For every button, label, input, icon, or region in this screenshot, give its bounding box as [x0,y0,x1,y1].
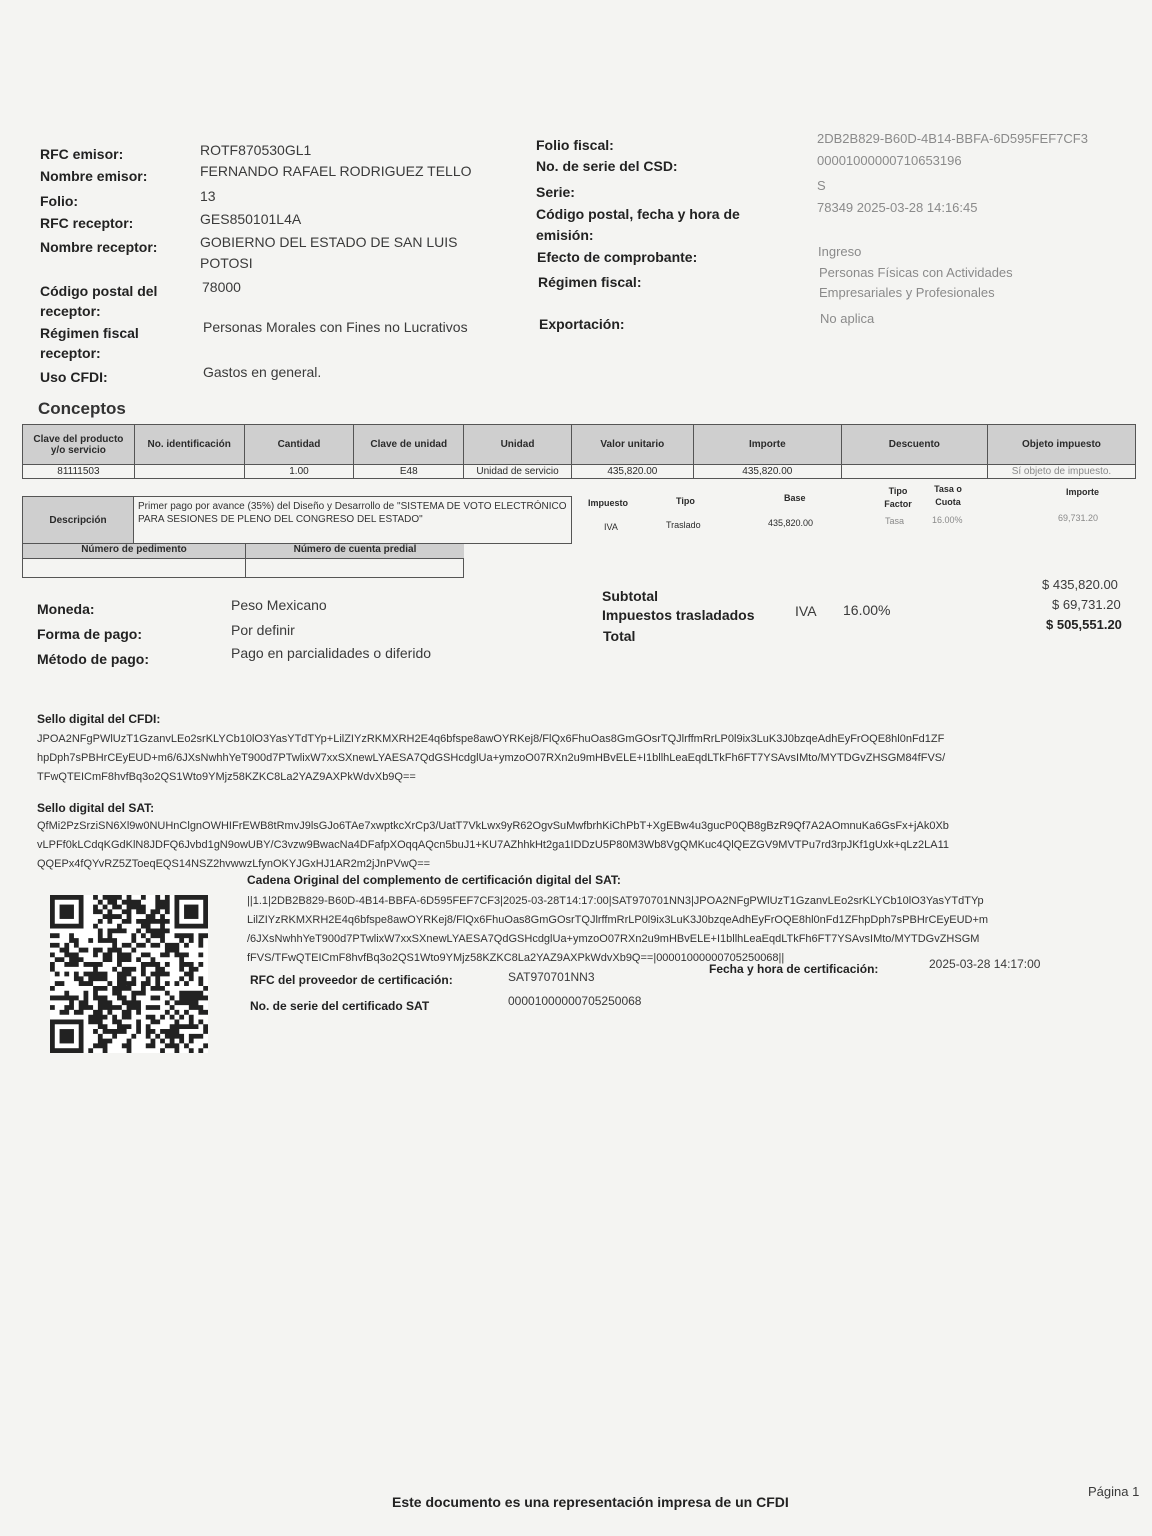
serie-csd-value: 00001000000710653196 [817,153,962,168]
total-label: Total [603,628,636,644]
sello-cfdi-line: JPOA2NFgPWlUzT1GzanvLEo2srKLYCb10lO3YasYTdTYp+LilZIYzRKMXRH2E4q6bfspe8awOYRKej8/FlQx6FhuOas8GmGOsrTQJlrffmRrLP0l9ix3LuK3J0bzqeAdhEyFrOQE8hl0nFd1ZF [37,733,945,745]
cadena-line: /6JXsNwhhYeT900d7PTwlixW7xxSXnewLYAESA7QdGSHcdglUa+ymzoO07RXn2u9mHBvELE+I1bllhLeaEqdLTkFh6FT7YSAvsIMto/MYTDGvZHSGM [247,933,980,945]
regimen-fiscal-value-1: Personas Físicas con Actividades [819,265,1013,280]
uso-cfdi-value: Gastos en general. [203,364,322,380]
regimen-fiscal-value-2: Empresariales y Profesionales [819,285,995,300]
folio-fiscal-label: Folio fiscal: [536,137,614,153]
cadena-line: LilZIYzRKMXRH2E4q6bfspe8awOYRKej8/FlQx6FhuOas8GmGOsrTQJlrffmRrLP0l9ix3LuK3J0bzqeAdhEyFrOQE8hl0nFd1ZFhpDph7sPBHrCEyEUD+m [247,914,989,926]
col-header-no-identificacion: No. identificación [134,425,244,465]
cell-valor-unitario: 435,820.00 [571,465,693,479]
forma-pago-value: Por definir [231,622,295,638]
col-header-unidad: Unidad [464,425,572,465]
col-header-valor-unitario: Valor unitario [571,425,693,465]
rfc-receptor-value: GES850101L4A [200,211,302,227]
subtotal-label: Subtotal [602,588,658,604]
sello-sat-label: Sello digital del SAT: [37,801,155,815]
page-number: Página 1 [1088,1484,1140,1499]
impuestos-label: Impuestos trasladados [602,607,755,623]
sello-cfdi-line: TFwQTEICmF8hvfBq3o2QS1Wto9YMjz58KZKC8La2YAZ9AXPkWdvXb9Q== [37,771,416,783]
tax-header-tipo: Tipo [676,496,695,506]
col-header-clave-unidad: Clave de unidad [354,425,464,465]
subtotal-value: $ 435,820.00 [1042,577,1118,592]
tax-cell-importe: 69,731.20 [1058,513,1099,523]
sello-sat-line: QfMi2PzSrziSN6Xl9w0NUHnClgnOWHIFrEWB8tRmvJ9lsGJo6TAe7xwptkcXrCp3/UatT7VkLwx9yR62OgvSuMwfbrhKiChPbT+XgEBw4u3gucP0QB8gBzR9Qf7A2AOmnuKa6GsFx+jAk0Xb [37,820,949,832]
cell-no-identificacion [134,465,244,479]
moneda-label: Moneda: [37,601,95,617]
metodo-pago-label: Método de pago: [37,651,149,667]
cell-importe: 435,820.00 [693,465,841,479]
col-header-importe: Importe [693,425,841,465]
sello-sat-line: vLPFf0kLCdqKGdKlN8JDFQ6Jvbd1gN9owUBY/C3vzw9BwacNa4DFafpXOqqAQcn5buJ1+KU7AZhhkHt2ga1IDDzU5P80M3Wb8VgQMKuc4QlQEZGV9MVTPu7rd3rpJKf1gUxk+qLz2LA11 [37,839,949,851]
efecto-value: Ingreso [818,244,862,259]
moneda-value: Peso Mexicano [231,597,327,613]
folio-fiscal-value: 2DB2B829-B60D-4B14-BBFA-6D595FEF7CF3 [817,131,1088,146]
cell-descuento [841,465,987,479]
cp-fecha-value: 78349 2025-03-28 14:16:45 [817,200,978,215]
footer-leyenda: Este documento es una representación impresa de un CFDI [392,1494,789,1510]
col-header-cantidad: Cantidad [244,425,354,465]
descripcion-text: Primer pago por avance (35%) del Diseño y Desarrollo de "SISTEMA DE VOTO ELECTRÓNICO PARA SESIONES DE PLENO DEL CONGRESO DEL ESTADO" [134,496,572,544]
tax-header-impuesto: Impuesto [588,498,629,508]
fecha-certificacion-value: 2025-03-28 14:17:00 [929,957,1041,971]
tax-cell-tipo: Traslado [666,520,701,530]
pedimento-box [22,544,464,578]
col-header-clave: Clave del producto y/o servicio [23,425,135,465]
cadena-line: fFVS/TFwQTEICmF8hvfBq3o2QS1Wto9YMjz58KZKC8La2YAZ9AXPkWdvXb9Q==|00001000000705250068|| [247,952,785,964]
regimen-receptor-label-2: receptor: [40,345,101,361]
sello-cfdi-line: hpDph7sPBHrCEyEUD+m6/6JXsNwhhYeT900d7PTwlixW7xxSXnewLYAESA7QdGSHcdglUa+ymzoO07RXn2u9mHBvELE+I1bllhLeaEqdLTkFh6FT7YSAvsIMto/MYTDGvZHSGM84fFVS/ [37,752,946,764]
cell-objeto-impuesto: Sí objeto de impuesto. [987,465,1135,479]
tax-header-tasa-cuota: Tasa o Cuota [934,484,962,507]
nombre-receptor-value-2: POTOSI [200,255,253,271]
sello-sat-line: QQEPx4fQYvRZ5ZToeqEQS14NSZ2hvwwzLfynOKYJGxHJ1AR2m2jJnPVwQ== [37,858,431,870]
regimen-receptor-value: Personas Morales con Fines no Lucrativos [203,319,468,335]
exportacion-label: Exportación: [539,316,625,332]
exportacion-value: No aplica [820,311,875,326]
cp-receptor-value: 78000 [202,279,241,295]
cadena-original-label: Cadena Original del complemento de certificación digital del SAT: [247,873,621,887]
conceptos-title: Conceptos [38,399,126,418]
cell-clave: 81111503 [23,465,135,479]
rfc-emisor-label: RFC emisor: [40,146,124,162]
pedimento-label: Número de pedimento [23,544,246,559]
table-row [23,465,1136,479]
col-header-descuento: Descuento [841,425,987,465]
pedimento-value [23,559,246,577]
conceptos-table [22,424,1136,479]
cp-fecha-label-1: Código postal, fecha y hora de [536,206,740,222]
serie-certificado-sat-value: 00001000000705250068 [508,994,642,1008]
fecha-certificacion-label: Fecha y hora de certificación: [709,962,879,976]
tax-header-base: Base [784,493,806,503]
total-value: $ 505,551.20 [1046,617,1122,632]
tax-cell-impuesto: IVA [604,522,618,532]
impuestos-value: $ 69,731.20 [1052,597,1121,612]
folio-value: 13 [200,188,216,204]
rfc-receptor-label: RFC receptor: [40,215,134,231]
forma-pago-label: Forma de pago: [37,626,143,642]
metodo-pago-value: Pago en parcialidades o diferido [231,645,432,661]
cell-clave-unidad: E48 [354,465,464,479]
nombre-emisor-label: Nombre emisor: [40,168,148,184]
cp-receptor-label-2: receptor: [40,303,101,319]
sello-cfdi-text [37,730,1152,787]
tax-cell-tipo-factor: Tasa [885,516,905,526]
rfc-proveedor-label: RFC del proveedor de certificación: [250,973,453,987]
folio-label: Folio: [40,193,79,209]
nombre-receptor-value-1: GOBIERNO DEL ESTADO DE SAN LUIS [200,234,458,250]
sello-sat-text [37,817,1152,874]
efecto-label: Efecto de comprobante: [537,249,698,265]
tax-cell-tasa-cuota: 16.00% [932,515,963,525]
uso-cfdi-label: Uso CFDI: [40,369,108,385]
cell-unidad: Unidad de servicio [464,465,572,479]
cp-receptor-label-1: Código postal del [40,283,158,299]
regimen-receptor-label-1: Régimen fiscal [40,325,139,341]
cadena-line: ||1.1|2DB2B829-B60D-4B14-BBFA-6D595FEF7CF3|2025-03-28T14:17:00|SAT970701NN3|JPOA2NFgPWlUzT1GzanvLEo2srKLYCb10lO3YasYTdTYp [247,895,984,907]
impuestos-tipo: IVA [795,603,817,619]
nombre-receptor-label: Nombre receptor: [40,239,158,255]
qr-code [50,895,208,1053]
tax-header-tipo-factor: Tipo Factor [884,486,912,509]
impuestos-tasa: 16.00% [843,602,891,618]
rfc-emisor-value: ROTF870530GL1 [200,142,312,158]
serie-csd-label: No. de serie del CSD: [536,158,678,174]
tax-cell-base: 435,820.00 [768,518,814,528]
descripcion-label: Descripción [22,496,134,544]
tax-header-importe: Importe [1066,487,1100,497]
serie-label: Serie: [536,184,575,200]
cell-cantidad: 1.00 [244,465,354,479]
predial-label: Número de cuenta predial [246,544,464,559]
regimen-fiscal-label: Régimen fiscal: [538,274,642,290]
cp-fecha-label-2: emisión: [536,227,594,243]
nombre-emisor-value: FERNANDO RAFAEL RODRIGUEZ TELLO [200,163,472,179]
sello-cfdi-label: Sello digital del CFDI: [37,712,161,726]
col-header-objeto-impuesto: Objeto impuesto [987,425,1135,465]
serie-certificado-sat-label: No. de serie del certificado SAT [250,999,430,1013]
rfc-proveedor-value: SAT970701NN3 [508,970,595,984]
serie-value: S [817,178,826,193]
